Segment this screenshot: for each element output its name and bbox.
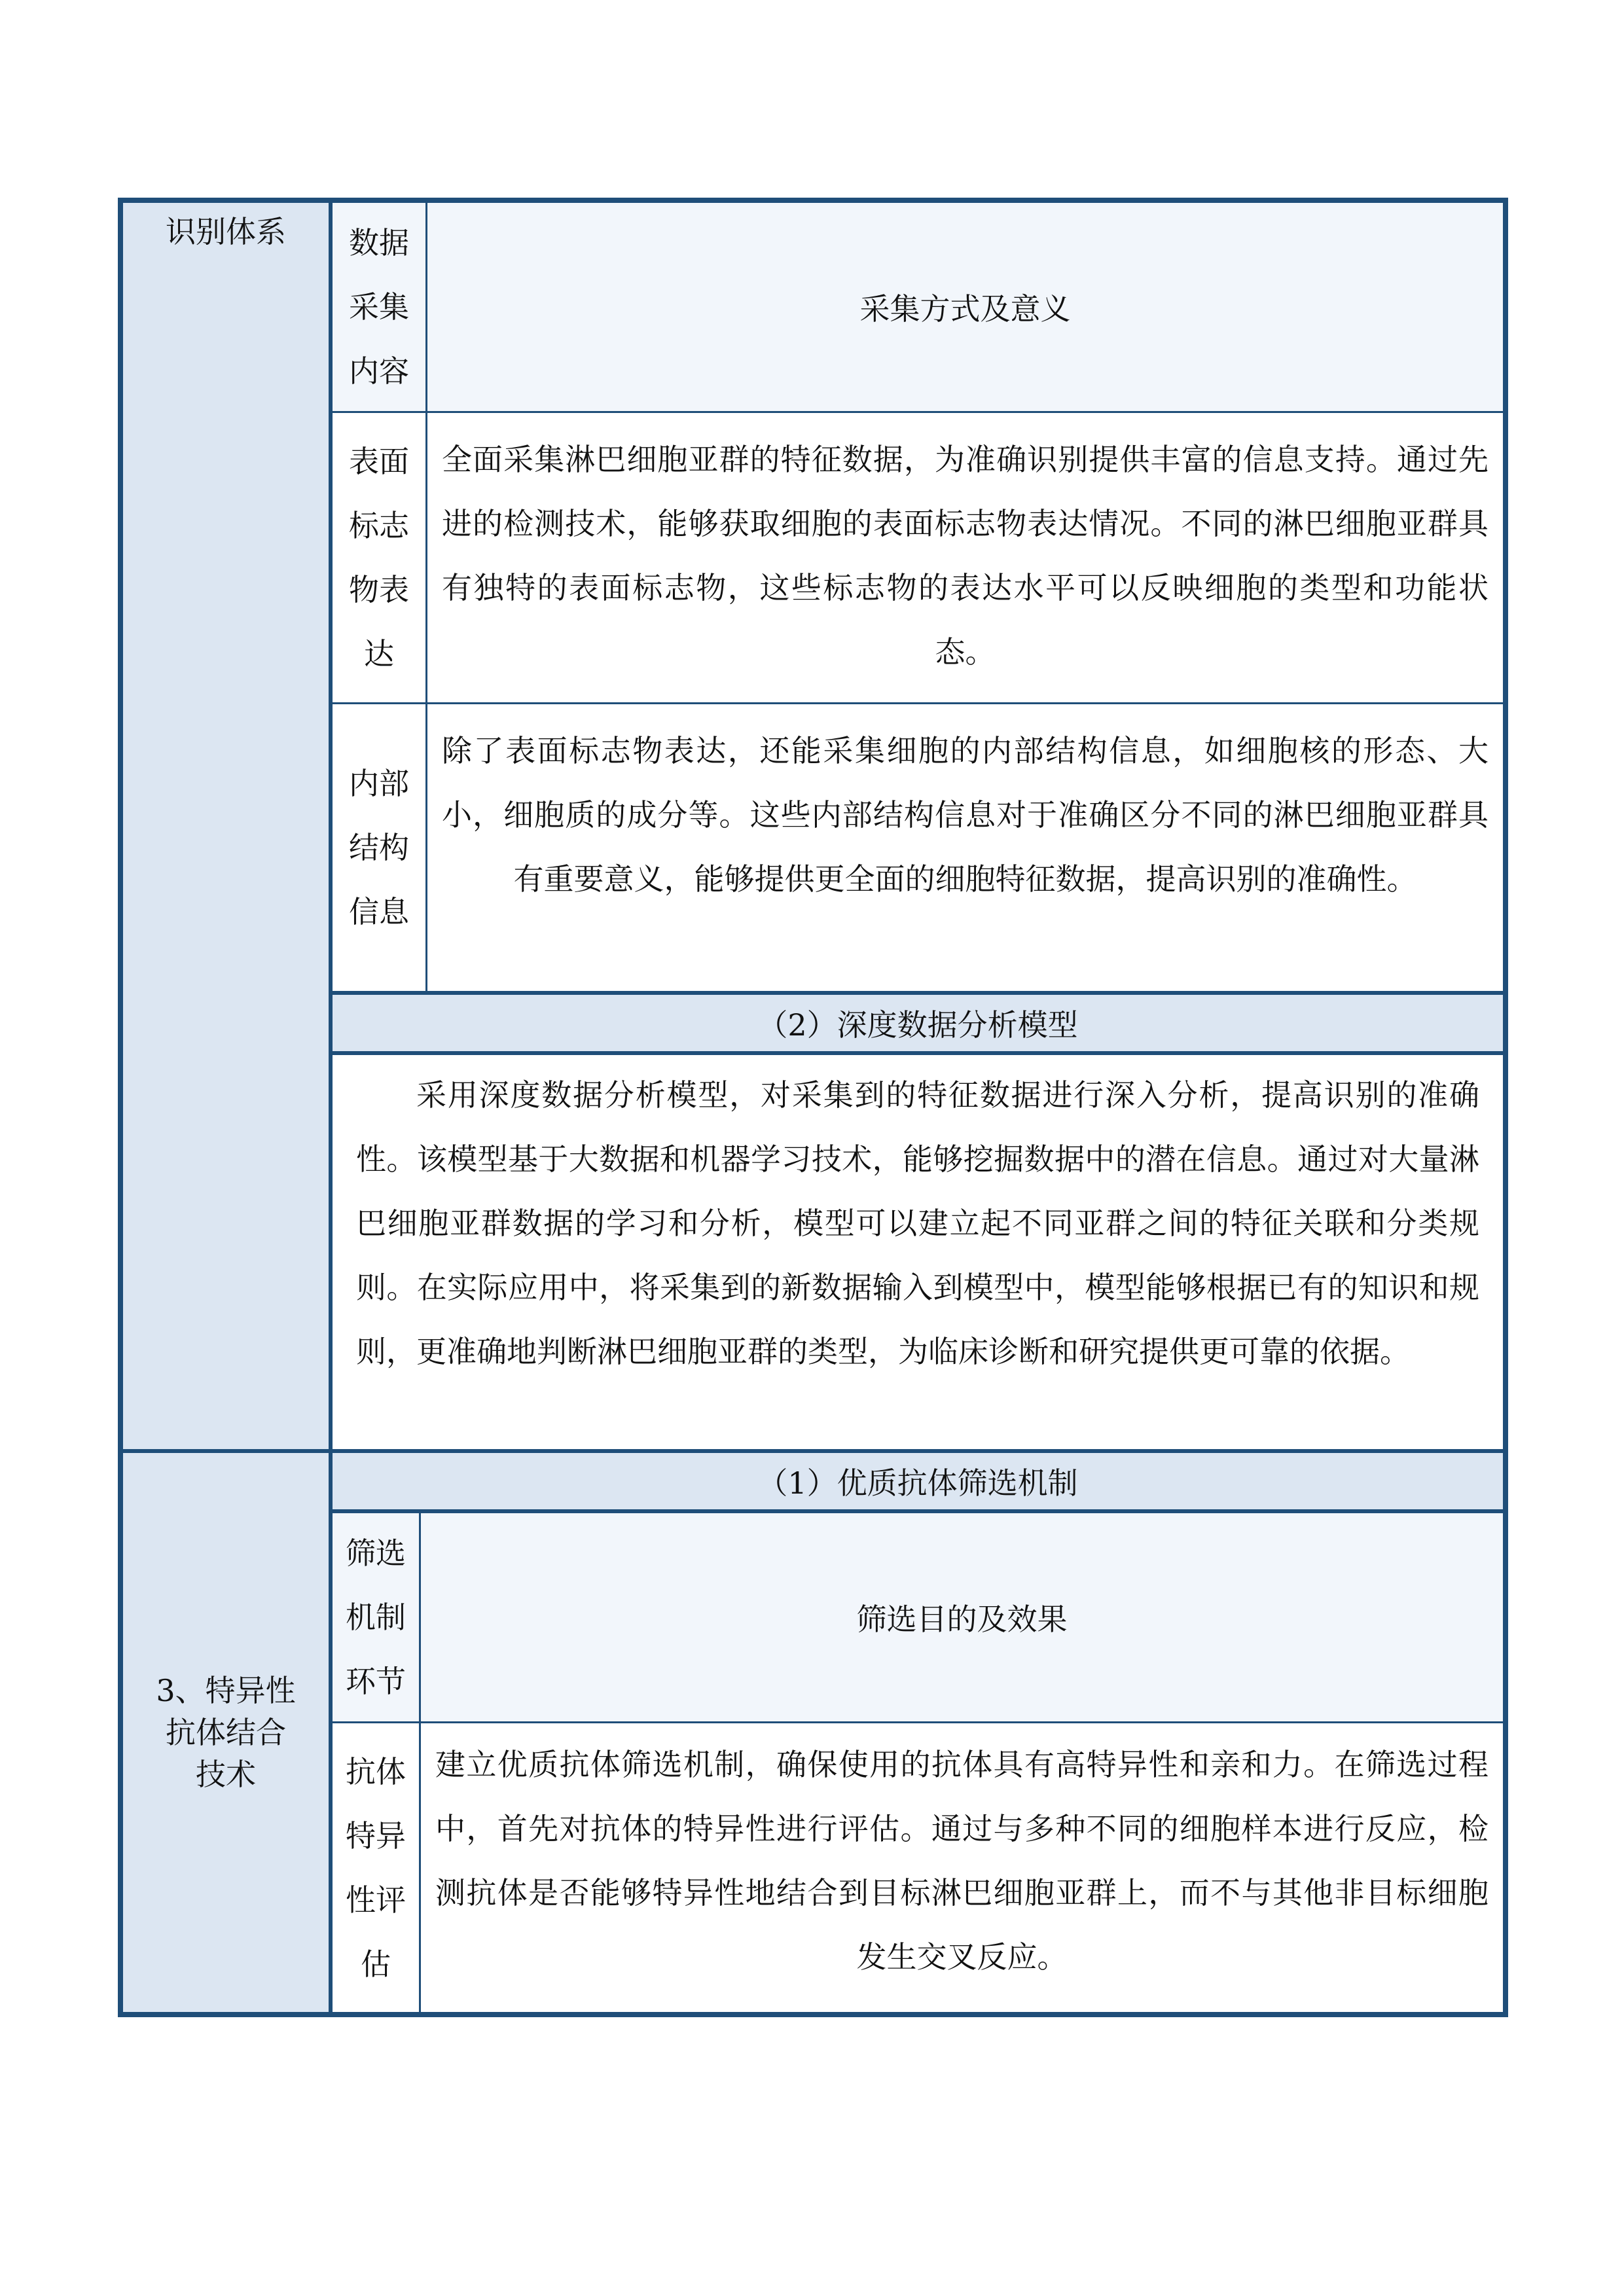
s1-model-heading-cell [333, 995, 1503, 1051]
s1-header-left-label: 数据 采集 内容 [349, 225, 409, 389]
s1-header-right-label: 采集方式及意义 [859, 291, 1071, 327]
s1-model-text-cell [333, 1055, 1503, 1449]
section2-left-label: 3、特异性 抗体结合 技术 [156, 1673, 296, 1792]
main-table [118, 198, 1508, 2017]
s1-header-left-cell [333, 203, 425, 411]
s1-row2-text: 除了表面标志物表达，还能采集细胞的内部结构信息，如细胞核的形态、大小，细胞质的成分等。这些内部结构信息对于准确区分不同的淋巴细胞亚群具有重要意义，能够提供更全面的细胞特征数据，提高识别的准确性。 [442, 733, 1489, 897]
s2-header-right-label: 筛选目的及效果 [856, 1602, 1068, 1637]
s2-row1-label: 抗体 特异 性评 估 [346, 1753, 406, 1982]
s1-row1-label-cell [333, 413, 425, 702]
s2-heading-cell [333, 1453, 1503, 1509]
section2-left-label-cell [123, 1453, 329, 2012]
s1-row1-label: 表面 标志 物表 达 [349, 444, 409, 672]
section1-left-label: 识别体系 [166, 214, 286, 249]
s2-row1-text: 建立优质抗体筛选机制，确保使用的抗体具有高特异性和亲和力。在筛选过程中，首先对抗体的特异性进行评估。通过与多种不同的细胞样本进行反应，检测抗体是否能够特异性地结合到目标淋巴细胞亚群上，而不与其他非目标细胞发生交叉反应。 [435, 1747, 1489, 1975]
section1-left-label-cell [123, 203, 329, 1446]
s2-header-right-cell [421, 1513, 1503, 1721]
s2-header-left-label: 筛选 机制 环节 [346, 1535, 406, 1699]
s1-row1-text-cell [427, 413, 1503, 702]
s1-row1-text: 全面采集淋巴细胞亚群的特征数据，为准确识别提供丰富的信息支持。通过先进的检测技术，能够获取细胞的表面标志物表达情况。不同的淋巴细胞亚群具有独特的表面标志物，这些标志物的表达水平可以反映细胞的类型和功能状态。 [442, 442, 1489, 670]
s2-row1-label-cell [333, 1723, 419, 2012]
s1-model-text: 采用深度数据分析模型，对采集到的特征数据进行深入分析，提高识别的准确性。该模型基于大数据和机器学习技术，能够挖掘数据中的潜在信息。通过对大量淋巴细胞亚群数据的学习和分析，模型可以建立起不同亚群之间的特征关联和分类规则。在实际应用中，将采集到的新数据输入到模型中，模型能够根据已有的知识和规则，更准确地判断淋巴细胞亚群的类型，为临床诊断和研究提供更可靠的依据。 [356, 1077, 1479, 1369]
s1-row2-label: 内部 结构 信息 [349, 766, 409, 929]
s1-row2-text-cell [427, 704, 1503, 991]
s1-model-heading: （2）深度数据分析模型 [757, 1007, 1078, 1043]
s2-heading: （1）优质抗体筛选机制 [757, 1465, 1078, 1501]
s1-header-right-cell [427, 203, 1503, 411]
s2-row1-text-cell [421, 1723, 1503, 2012]
s1-row2-label-cell [333, 704, 425, 991]
s2-header-left-cell [333, 1513, 419, 1721]
